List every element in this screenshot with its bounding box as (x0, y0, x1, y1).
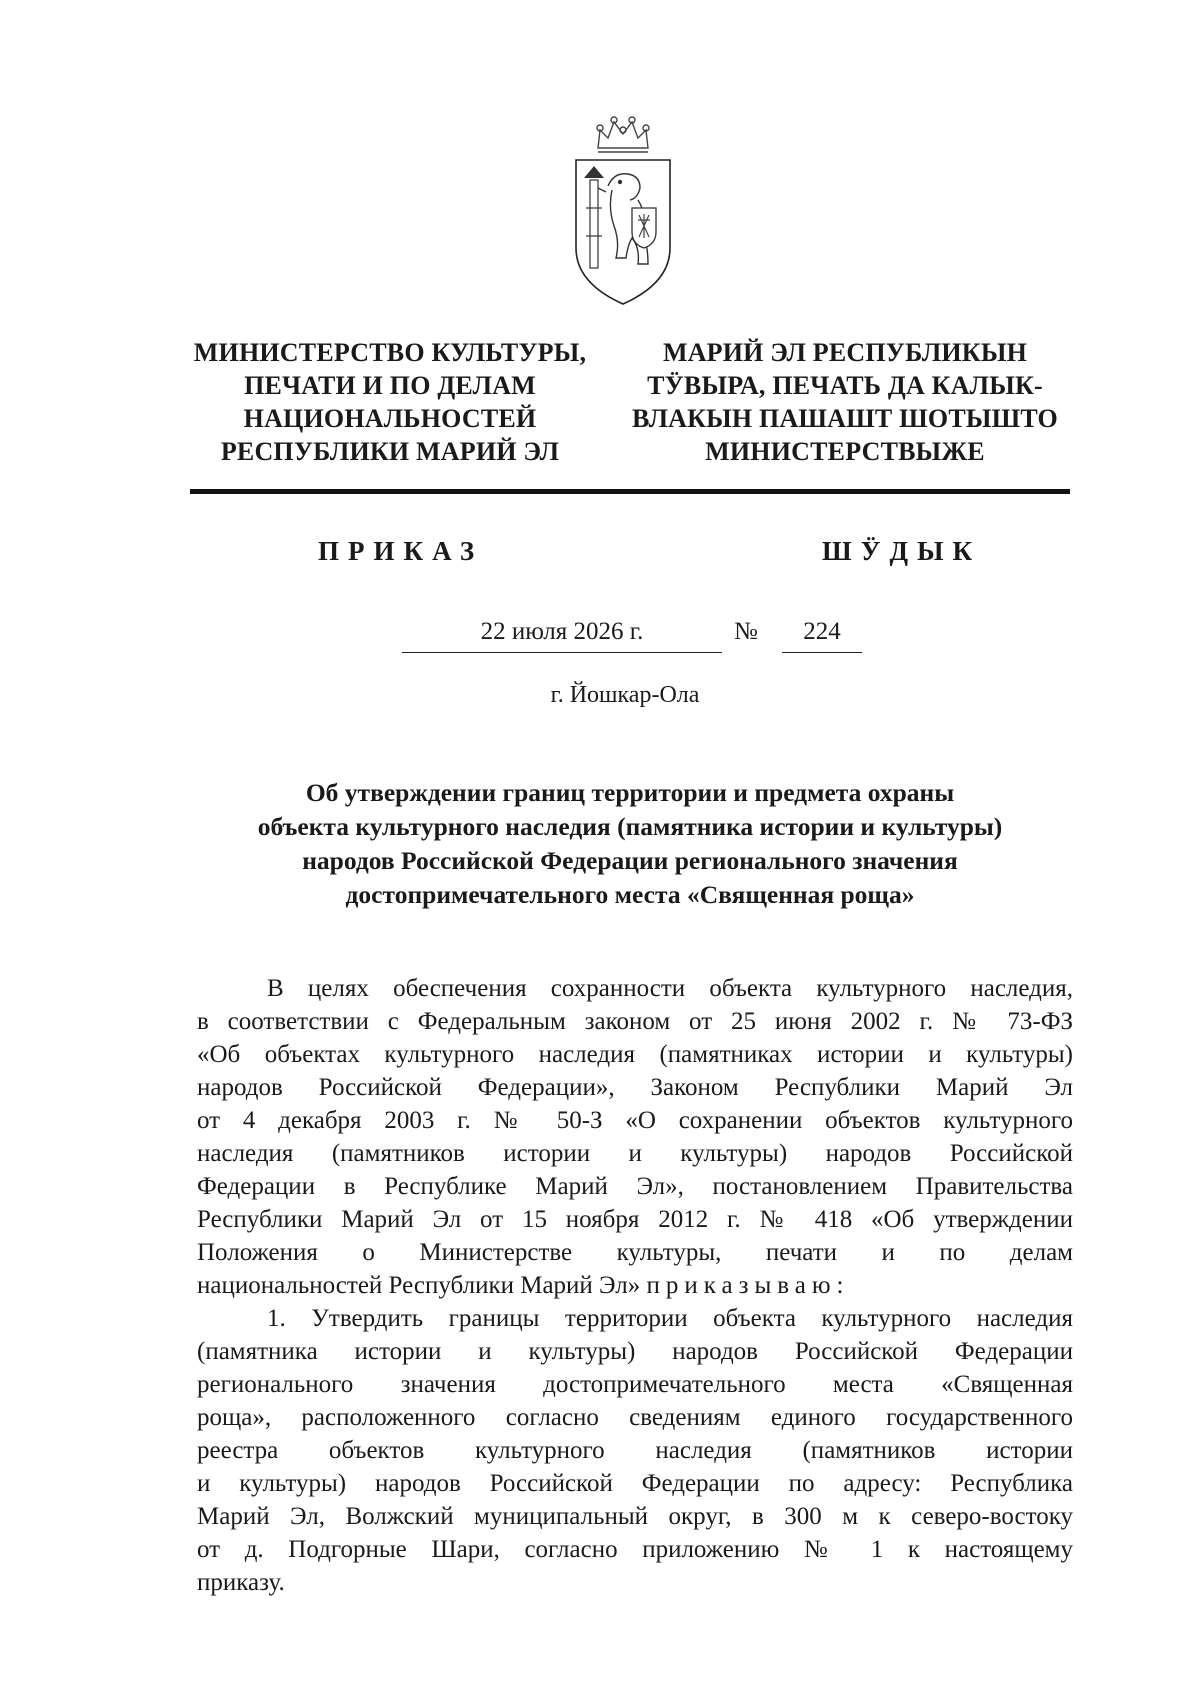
order-title-line: достопримечательного места «Священная роща» (345, 880, 915, 909)
order-number-sign: № (734, 618, 758, 645)
document-type-russian: ПРИКАЗ (318, 536, 484, 566)
ministry-name-line: МИНИСТЕРСТВЫЖЕ (705, 437, 985, 466)
body-line: Положения о Министерстве культуры, печати и по делам (197, 1239, 1073, 1266)
ministry-name-line: ВЛАКЫН ПАШАШТ ШОТЫШТО (632, 404, 1058, 433)
body-line: «Об объектах культурного наследия (памятниках истории и культуры) (197, 1041, 1073, 1068)
body-line-decree (197, 1269, 1073, 1302)
order-title (200, 776, 1060, 912)
body-line-text: национальностей Республики Марий Эл» (197, 1272, 641, 1299)
body-line: 1. Утвердить границы территории объекта культурного наследия (267, 1305, 1073, 1332)
order-number: 224 (782, 618, 862, 653)
decree-word: приказываю: (646, 1272, 850, 1299)
ministry-name-mari (620, 336, 1070, 468)
body-line: в соответствии с Федеральным законом от 25 июня 2002 г. № 73-ФЗ (197, 1008, 1073, 1035)
ministry-name-line: РЕСПУБЛИКИ МАРИЙ ЭЛ (220, 437, 560, 466)
order-title-line: народов Российской Федерации регионального значения (302, 846, 958, 875)
body-line: и культуры) народов Российской Федерации по адресу: Республика (197, 1470, 1073, 1497)
ministry-name-line: МИНИСТЕРСТВО КУЛЬТУРЫ, (193, 338, 587, 367)
body-line: (памятника истории и культуры) народов Российской Федерации (197, 1338, 1073, 1365)
ministry-name-line: ТӰВЫРА, ПЕЧАТЬ ДА КАЛЫК- (647, 371, 1043, 400)
body-line: Республики Марий Эл от 15 ноября 2012 г. № 418 «Об утверждении (197, 1206, 1073, 1233)
coat-of-arms-emblem (568, 108, 678, 308)
body-line: реестра объектов культурного наследия (памятников истории (197, 1437, 1073, 1464)
body-line: приказу. (197, 1569, 285, 1596)
body-line: регионального значения достопримечательного места «Священная (197, 1371, 1073, 1398)
body-line: народов Российской Федерации», Законом Республики Марий Эл (197, 1074, 1073, 1101)
ministry-name-line: МАРИЙ ЭЛ РЕСПУБЛИКЫН (662, 338, 1028, 367)
document-type-mari: ШӰДЫК (822, 536, 982, 566)
body-line: наследия (памятников истории и культуры) народов Российской (197, 1140, 1073, 1167)
header-divider (190, 489, 1070, 494)
order-date: 22 июля 2026 г. (402, 618, 722, 653)
body-line: Федерации в Республике Марий Эл», постановлением Правительства (197, 1173, 1073, 1200)
order-title-line: объекта культурного наследия (памятника истории и культуры) (257, 812, 1003, 841)
ministry-name-russian (175, 336, 605, 468)
ministry-name-line: ПЕЧАТИ И ПО ДЕЛАМ (244, 371, 536, 400)
body-line: В целях обеспечения сохранности объекта культурного наследия, (267, 975, 1073, 1002)
order-body (197, 972, 1073, 1599)
ministry-name-line: НАЦИОНАЛЬНОСТЕЙ (243, 404, 537, 433)
body-line: от 4 декабря 2003 г. № 50-З «О сохранении объектов культурного (197, 1107, 1073, 1134)
city-name: г. Йошкар-Ола (550, 682, 700, 708)
body-line: роща», расположенного согласно сведениям единого государственного (197, 1404, 1073, 1431)
body-line: Марий Эл, Волжский муниципальный округ, в 300 м к северо-востоку (197, 1503, 1073, 1530)
body-line: от д. Подгорные Шари, согласно приложению № 1 к настоящему (197, 1536, 1073, 1563)
order-title-line: Об утверждении границ территории и предмета охраны (305, 778, 955, 807)
